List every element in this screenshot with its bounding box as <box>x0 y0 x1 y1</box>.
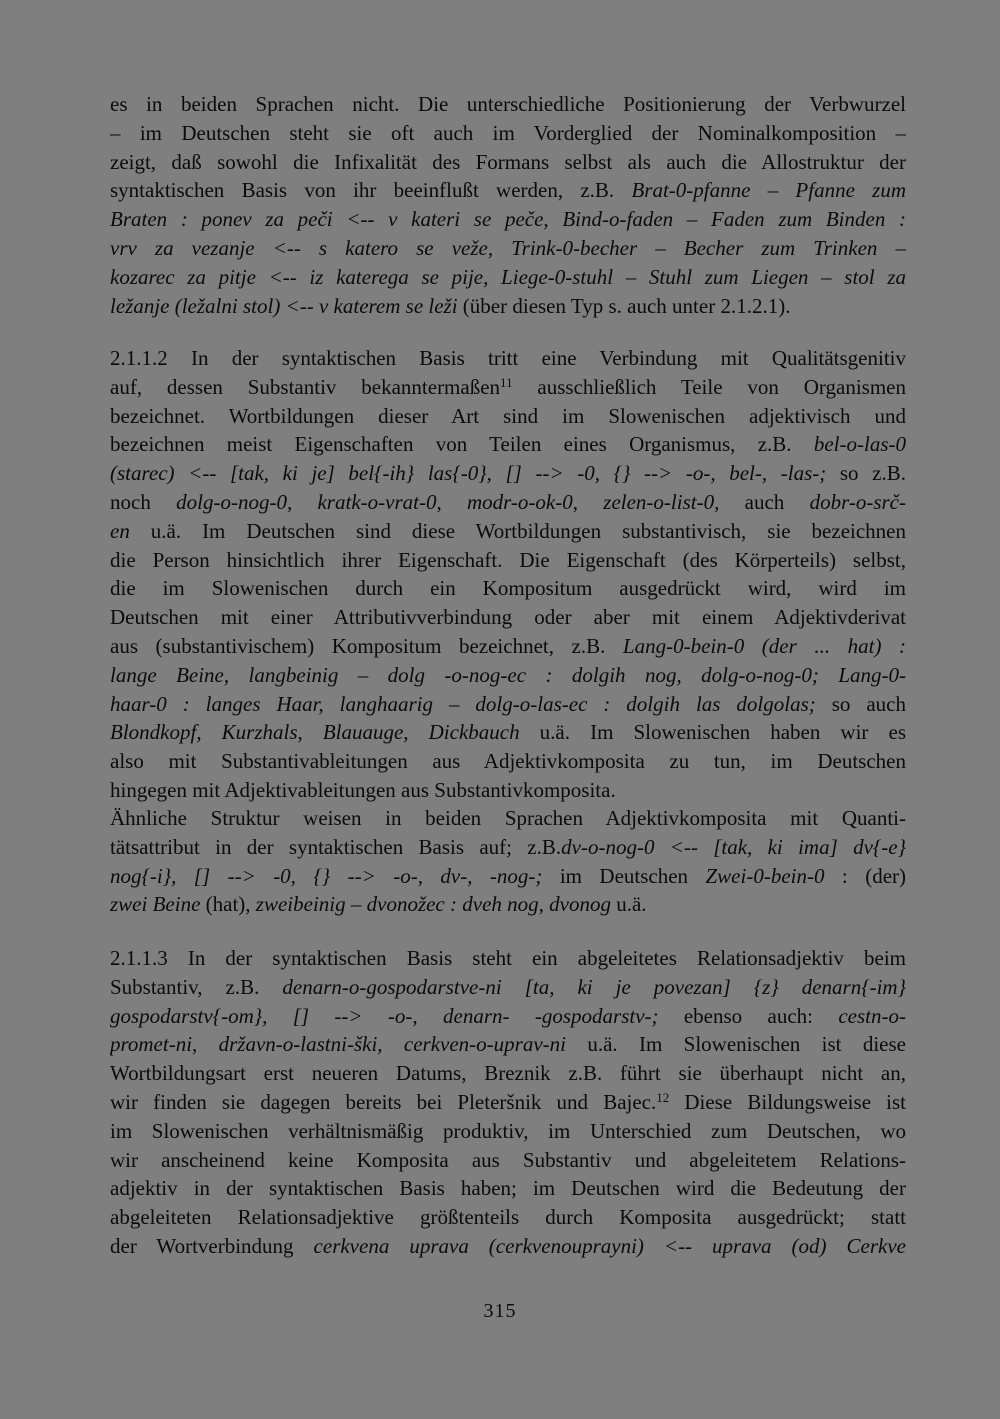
text-run: u.ä. Im Deutschen sind diese Wortbildungen substantivisch, sie bezeichnen <box>129 518 906 543</box>
text-line <box>110 292 906 321</box>
text-line <box>110 1174 906 1203</box>
paragraph-4 <box>110 944 906 1261</box>
text-run: im Deutschen <box>542 863 706 888</box>
text-run: aus (substantivischem) Kompositum bezeichnet, z.B. <box>110 633 623 658</box>
page-number: 315 <box>483 1300 517 1322</box>
italic-text: vrv za vezanje <-- s katero se veže, Trink-0-becher – Becher zum Trinken – <box>110 235 906 260</box>
text-run: es in beiden Sprachen nicht. Die unterschiedliche Positionierung der Verbwurzel <box>110 92 906 116</box>
text-line <box>110 488 906 517</box>
text-run: auf, dessen Substantiv bekanntermaßen <box>110 374 501 399</box>
text-run: der Wortverbindung <box>110 1233 314 1258</box>
text-run: also mit Substantivableitungen aus Adjektivkomposita zu tun, im Deutschen <box>110 749 906 774</box>
text-run: : (der) <box>824 863 906 888</box>
text-line <box>110 690 906 719</box>
text-line <box>110 344 906 373</box>
text-run: zeigt, daß sowohl die Infixalität des Formans selbst als auch die Allostruktur der <box>110 149 906 174</box>
text-line <box>110 574 906 603</box>
text-run: tätsattribut in der syntaktischen Basis auf; z.B. <box>110 834 562 859</box>
text-line <box>110 546 906 575</box>
text-line <box>110 205 906 234</box>
text-line <box>110 862 906 891</box>
text-run: adjektiv in der syntaktischen Basis haben; im Deutschen wird die Bedeutung der <box>110 1176 906 1201</box>
text-line <box>110 661 906 690</box>
text-run: hingegen mit Adjektivableitungen aus Substantivkomposita. <box>110 777 616 802</box>
text-line <box>110 1232 906 1261</box>
text-run: abgeleiteten Relationsadjektive größtenteils durch Komposita ausgedrückt; statt <box>110 1205 906 1230</box>
italic-text: dobr-o-srč- <box>809 489 906 514</box>
text-line <box>110 603 906 632</box>
text-run: bezeichnen meist Eigenschaften von Teilen eines Organismus, z.B. <box>110 432 814 457</box>
italic-text: dolg-o-nog-0, kratk-o-vrat-0, modr-o-ok-0, zelen-o-list-0, <box>176 489 720 514</box>
italic-text: dv-o-nog-0 <-- [tak, ki ima] dv{-e} <box>561 834 906 859</box>
text-line <box>110 718 906 747</box>
italic-text: promet-ni, državn-o-lastni-ški, cerkven-o-uprav-ni <box>110 1032 566 1057</box>
text-run: ausschließlich Teile von Organismen <box>512 374 906 399</box>
text-line <box>110 1088 906 1117</box>
text-run: syntaktischen Basis von ihr beeinflußt werden, z.B. <box>110 178 632 203</box>
text-run: Diese Bildungsweise ist <box>669 1089 906 1114</box>
text-run: u.ä. <box>610 892 647 917</box>
italic-text: nog{-i}, [] --> -0, {} --> -o-, dv-, -nog-; <box>110 863 543 888</box>
italic-text: bel-o-las-0 <box>813 432 906 457</box>
paragraph-3 <box>110 804 906 919</box>
text-line <box>110 402 906 431</box>
text-run: Ähnliche Struktur weisen in beiden Sprachen Adjektivkomposita mit Quanti- <box>110 806 906 830</box>
text-run: die Person hinsichtlich ihrer Eigenschaft. Die Eigenschaft (des Körperteils) selbst, <box>110 547 906 572</box>
text-line <box>110 234 906 263</box>
text-run: u.ä. Im Slowenischen ist diese <box>565 1032 906 1057</box>
text-line <box>110 176 906 205</box>
text-line <box>110 263 906 292</box>
text-line <box>110 1059 906 1088</box>
italic-text: Zwei-0-bein-0 <box>705 863 825 888</box>
italic-text: denarn-o-gospodarstve-ni [ta, ki je povezan] {z} denarn{-im} <box>282 974 906 999</box>
text-line <box>110 1117 906 1146</box>
text-line <box>110 747 906 776</box>
text-line <box>110 1146 906 1175</box>
text-run: so auch <box>815 691 906 716</box>
text-line <box>110 459 906 488</box>
text-run: noch <box>110 489 177 514</box>
text-line <box>110 776 906 805</box>
text-run: 2.1.1.2 In der syntaktischen Basis tritt eine Verbindung mit Qualitätsgenitiv <box>110 346 906 370</box>
text-line <box>110 148 906 177</box>
paragraph-1 <box>110 90 906 320</box>
paragraph-2 <box>110 344 906 805</box>
text-run: bezeichnet. Wortbildungen dieser Art sind im Slowenischen adjektivisch und <box>110 403 906 428</box>
italic-text: gospodarstv{-om}, [] --> -o-, denarn- -gospodarstv-; <box>110 1003 659 1028</box>
text-run: (hat), <box>200 892 256 917</box>
text-run: – im Deutschen steht sie oft auch im Vorderglied der Nominalkomposition – <box>110 120 906 145</box>
italic-text: en <box>110 518 130 543</box>
italic-text: (starec) <-- [tak, ki je] bel{-ih} las{-0}, [] --> -0, {} --> -o-, bel-, -las-; <box>110 461 827 486</box>
italic-text: Blondkopf, Kurzhals, Blauauge, Dickbauch <box>110 720 520 745</box>
text-line <box>110 373 906 402</box>
text-line <box>110 1002 906 1031</box>
italic-text: Lang-0-bein-0 (der ... hat) : <box>622 633 906 658</box>
text-run: im Slowenischen verhältnismäßig produktiv, im Unterschied zum Deutschen, wo <box>110 1118 906 1143</box>
text-line <box>110 804 906 833</box>
text-line <box>110 973 906 1002</box>
italic-text: Braten : ponev za peči <-- v kateri se peče, Bind-o-faden – Faden zum Binden : <box>110 207 906 232</box>
text-run: 2.1.1.3 In der syntaktischen Basis steht ein abgeleitetes Relationsadjektiv beim <box>110 946 906 970</box>
text-run: (über diesen Typ s. auch unter 2.1.2.1). <box>457 293 791 318</box>
text-run: u.ä. Im Slowenischen haben wir es <box>519 720 906 745</box>
italic-text: kozarec za pitje <-- iz katerega se pije, Liege-0-stuhl – Stuhl zum Liegen – stol za <box>110 264 906 289</box>
text-run: Deutschen mit einer Attributivverbindung oder aber mit einem Adjektivderivat <box>110 605 906 630</box>
italic-text: zwei Beine <box>110 892 201 917</box>
italic-text: ležanje (ležalni stol) <-- v katerem se leži <box>110 293 458 318</box>
italic-text: haar-0 : langes Haar, langhaarig – dolg-o-las-ec : dolgih las dolgolas; <box>110 691 816 716</box>
text-line <box>110 90 906 119</box>
text-line <box>110 944 906 973</box>
italic-text: Brat-0-pfanne – Pfanne zum <box>631 178 906 203</box>
footnote-marker: 11 <box>500 374 513 390</box>
footnote-marker: 12 <box>656 1089 670 1105</box>
text-line <box>110 632 906 661</box>
text-line <box>110 1030 906 1059</box>
text-run: wir anscheinend keine Komposita aus Substantiv und abgeleitetem Relations- <box>110 1147 906 1172</box>
italic-text: lange Beine, langbeinig – dolg -o-nog-ec : dolgih nog, dolg-o-nog-0; Lang-0- <box>110 662 906 687</box>
italic-text: zweibeinig – dvonožec : dveh nog, dvonog <box>255 892 611 917</box>
italic-text: cestn-o- <box>838 1003 906 1028</box>
text-run: ebenso auch: <box>658 1003 839 1028</box>
text-run: Wortbildungsart erst neueren Datums, Breznik z.B. führt sie überhaupt nicht an, <box>110 1061 906 1086</box>
text-line <box>110 430 906 459</box>
text-run: wir finden sie dagegen bereits bei Pleteršnik und Bajec. <box>110 1089 657 1114</box>
text-line <box>110 1203 906 1232</box>
text-run: so z.B. <box>826 461 906 486</box>
text-run: Substantiv, z.B. <box>110 974 283 999</box>
text-line <box>110 119 906 148</box>
italic-text: cerkvena uprava (cerkvenouprayni) <-- uprava (od) Cerkve <box>313 1233 906 1258</box>
text-run: die im Slowenischen durch ein Kompositum ausgedrückt wird, wird im <box>110 576 906 601</box>
text-line <box>110 833 906 862</box>
text-run: auch <box>719 489 810 514</box>
text-line <box>110 890 906 919</box>
text-line <box>110 517 906 546</box>
